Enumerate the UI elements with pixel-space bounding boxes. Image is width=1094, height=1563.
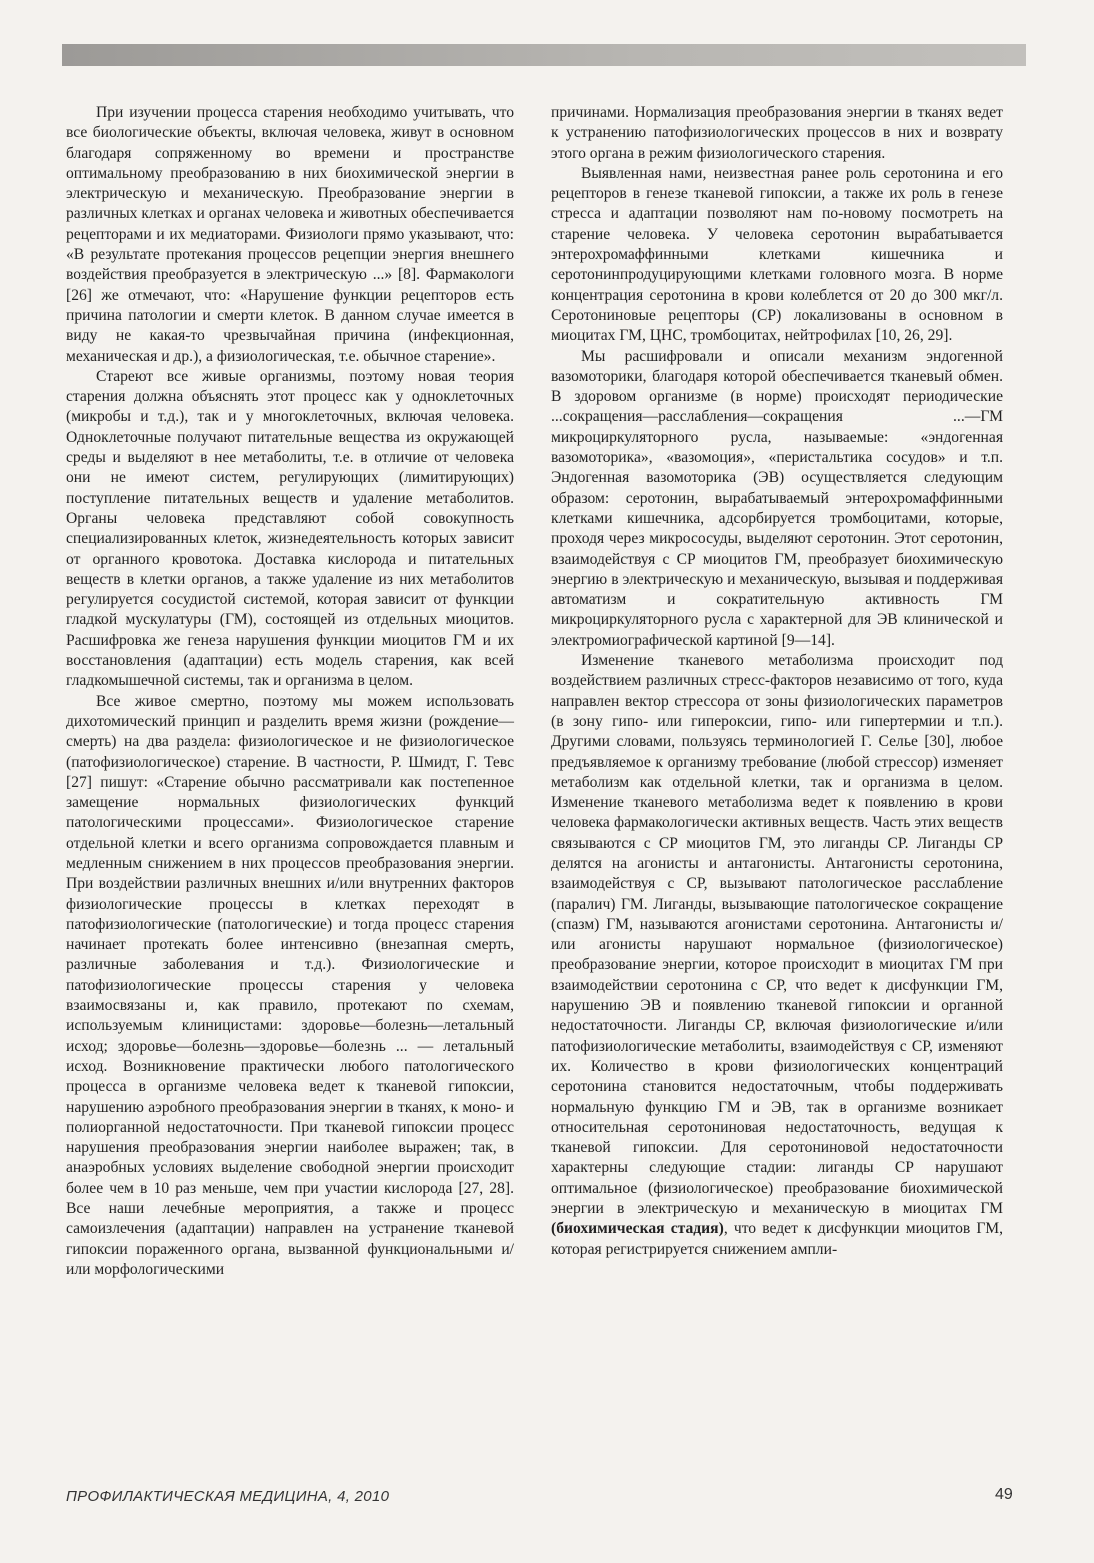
right-paragraph-2: Мы расшифровали и описали механизм эндогенной вазомоторики, благодаря которой обеспечивается тканевый обмен. В здоровом организме (в норме) происходят периодические ...сокращения—расслабления—сокращения ...—ГМ микроциркуляторного русла, называемые: «эндогенная вазомоторика», «вазомоция», «перистальтика сосудов» и т.п. Эндогенная вазомоторика (ЭВ) осуществляется следующим образом: серотонин, вырабатываемый энтерохромаффинными клетками кишечника, адсорбируется тромбоцитами, которые, проходя через микрососуды, выделяют серотонин. Этот серотонин, взаимодействуя с СР миоцитов ГМ, преобразует биохимическую энергию в электрическую и механическую, вызывая и поддерживая автоматизм и сократительную активность ГМ микроциркуляторного русла с характерной для ЭВ клинической и электромиографической картиной [9—14]. — [551, 347, 1003, 649]
right-paragraph-continued: причинами. Нормализация преобразования энергии в тканях ведет к устранению патофизиологических процессов в них и возврату этого органа в режим физиологического старения. — [551, 104, 1003, 162]
right-column — [551, 103, 1003, 1260]
right-paragraph-3-start: Изменение тканевого метаболизма происходит под воздействием различных стресс-факторов независимо от того, куда направлен вектор стрессора от зоны физиологических параметров (в зону гипо- или гипероксии, гипо- или гипертермии и т.п.). Другими словами, пользуясь терминологией Г. Селье [30], любое предъявляемое к организму требование (любой стрессор) изменяет метаболизм как отдельной клетки, так и организма в целом. Изменение тканевого метаболизма ведет к появлению в крови человека фармакологически активных веществ. Часть этих веществ связываются с СР миоцитов ГМ, это лиганды СР. Лиганды СР делятся на агонисты и антагонисты. Антагонисты серотонина, взаимодействуя с СР, вызывают патологическое расслабление (паралич) ГМ. Лиганды, вызывающие патологическое сокращение (спазм) ГМ, называются агонистами серотонина. Антагонисты и/или агонисты нарушают нормальное (физиологическое) преобразование энергии, которое происходит в миоцитах ГМ при взаимодействии серотонина с СР, что ведет к дисфункции ГМ, нарушению ЭВ и появлению тканевой гипоксии и органной недостаточности. Лиганды СР, включая физиологические и/или патофизиологические метаболиты, взаимодействуя с СР, изменяют их. Количество в крови физиологических концентраций серотонина становится недостаточным, чтобы поддерживать нормальную функцию ГМ и ЭВ, так в организме возникает относительная серотониновая недостаточность, ведущая к тканевой гипоксии. Для серотониновой недостаточности характерны следующие стадии: лиганды СР нарушают оптимальное (физиологическое) преобразование биохимической энергии в электрическую и механическую в миоцитах ГМ — [551, 652, 1003, 1218]
left-column — [66, 103, 514, 1280]
header-bar — [62, 44, 1026, 66]
page-number: 49 — [995, 1486, 1013, 1503]
stage-label: (биохимическая стадия) — [551, 1220, 724, 1238]
right-paragraph-3-end: , что ведет к дисфункции миоцитов ГМ, которая регистрируется снижением ампли- — [551, 1220, 1003, 1258]
left-paragraph-1: При изучении процесса старения необходимо учитывать, что все биологические объекты, включая человека, живут в основном благодаря сопряженному во времени и пространстве оптимальному преобразованию в них биохимической энергии в электрическую и механическую. Преобразование энергии в различных клетках и органах человека и животных обеспечивается рецепторами и их медиаторами. Физиологи прямо указывают, что: «В результате протекания процессов рецепции энергия внешнего воздействия преобразуется в электрическую ...» [8]. Фармакологи [26] же отмечают, что: «Нарушение функции рецепторов есть причина патологии и смерти клеток. В данном случае имеется в виду не какая-то чрезвычайная причина (инфекционная, механическая и др.), а физиологическая, т.е. обычное старение». — [66, 104, 514, 365]
right-paragraph-3 — [551, 651, 1003, 1260]
left-paragraph-2: Стареют все живые организмы, поэтому новая теория старения должна объяснять этот процесс как у одноклеточных (микробы и т.д.), так и у многоклеточных, включая человека. Одноклеточные получают питательные вещества из окружающей среды и выделяют в нее метаболиты, т.е. в отличие от человека они не имеют систем, регулирующих (лимитирующих) поступление питательных веществ и удаление метаболитов. Органы человека представляют собой совокупность специализированных клеток, жизнедеятельность которых зависит от органного кровотока. Доставка кислорода и питательных веществ в клетки органов, а также удаление из них метаболитов регулируется сосудистой системой, которая зависит от функции гладкой мускулатуры (ГМ), состоящей из отдельных миоцитов. Расшифровка же генеза нарушения функции миоцитов ГМ и их восстановления (адаптации) есть модель старения, как всей гладкомышечной системы, так и организма в целом. — [66, 367, 514, 690]
left-paragraph-3: Все живое смертно, поэтому мы можем использовать дихотомический принцип и разделить время жизни (рождение—смерть) на два раздела: физиологическое и не физиологическое (патофизиологическое) старение. В частности, Р. Шмидт, Г. Тевс [27] пишут: «Старение обычно рассматривали как постепенное замещение нормальных физиологических функций патологическими процессами». Физиологическое старение отдельной клетки и всего организма сопровождается плавным и медленным снижением в них процессов преобразования энергии. При воздействии различных внешних и/или внутренних факторов физиологические процессы в клетках переходят в патофизиологические (патологические) и тогда процесс старения начинает протекать более интенсивно (внезапная смерть, различные заболевания и т.д.). Физиологические и патофизиологические процессы старения у человека взаимосвязаны и, как правило, протекают по схемам, используемым клиницистами: здоровье—болезнь—летальный исход; здоровье—болезнь—здоровье—болезнь ... — летальный исход. Возникновение практически любого патологического процесса в организме человека ведет к тканевой гипоксии, нарушению аэробного преобразования энергии в тканях, к моно- и полиорганной недостаточности. При тканевой гипоксии процесс нарушения преобразования энергии наиболее выражен; так, в анаэробных условиях выделение свободной энергии происходит более чем в 10 раз меньше, чем при участии кислорода [27, 28]. Все наши лечебные мероприятия, а также и процесс самоизлечения (адаптации) направлен на устранение тканевой гипоксии пораженного органа, вызванной функциональными и/или морфологическими — [66, 692, 514, 1278]
right-paragraph-1: Выявленная нами, неизвестная ранее роль серотонина и его рецепторов в генезе тканевой гипоксии, а также их роль в генезе стресса и адаптации позволяют нам по-новому посмотреть на старение человека. У человека серотонин вырабатывается энтерохромаффинными клетками кишечника и серотонинпродуцирующими клетками головного мозга. В норме концентрация серотонина в крови колеблется от 20 до 300 мкг/л. Серотониновые рецепторы (СР) локализованы в основном в миоцитах ГМ, ЦНС, тромбоцитах, нейтрофилах [10, 26, 29]. — [551, 164, 1003, 345]
journal-title: ПРОФИЛАКТИЧЕСКАЯ МЕДИЦИНА, 4, 2010 — [66, 1488, 390, 1505]
